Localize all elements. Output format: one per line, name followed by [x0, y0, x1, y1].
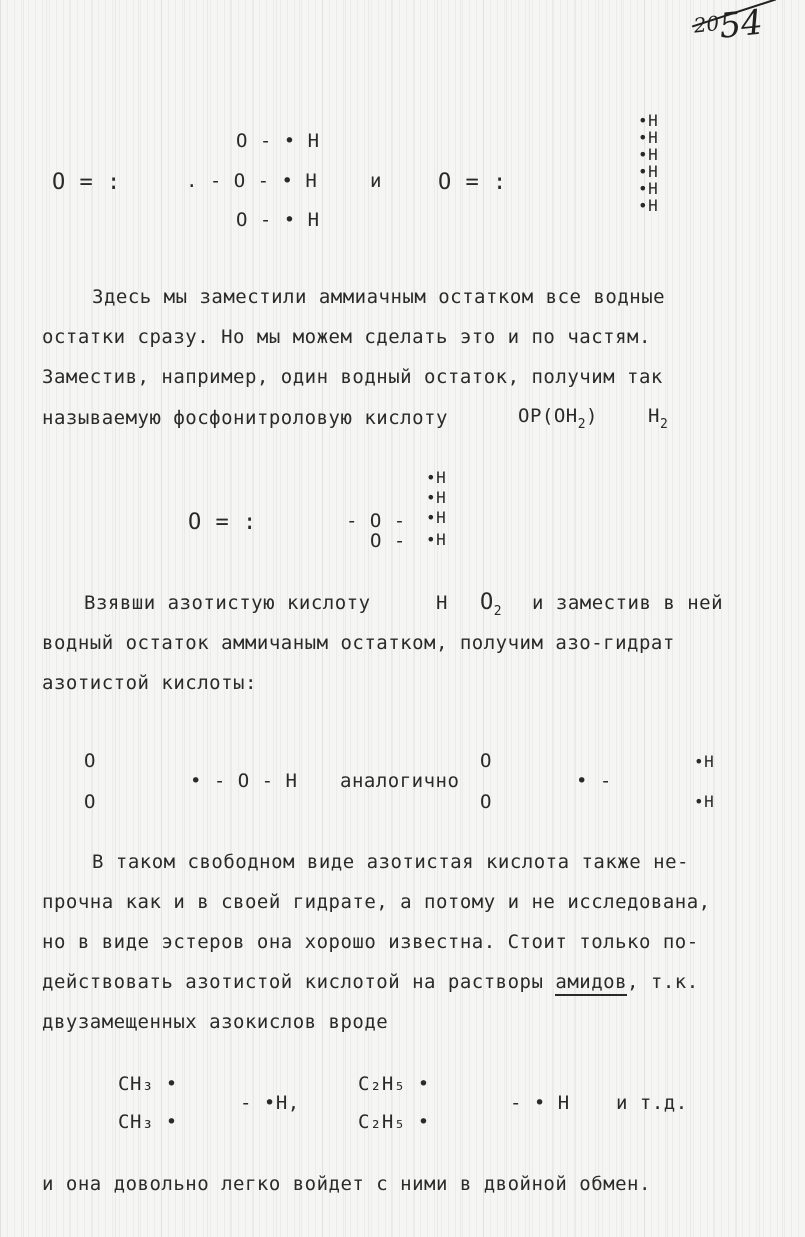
formula-sub: 2 — [493, 604, 503, 619]
para1-line4: называемую фосфонитроловую кислоту — [42, 407, 448, 429]
formula3-mid: • - O - H — [190, 770, 298, 792]
formula3-mid2: • - — [576, 770, 612, 792]
formula3-o-top: O — [84, 750, 96, 772]
formula2-row2: O - — [370, 530, 406, 552]
para2-line1b: H — [436, 592, 448, 614]
formula2-h: •H — [426, 488, 447, 507]
formula1-rhs: O = : — [438, 170, 507, 195]
formula4-etc: и т.д. — [616, 1092, 688, 1114]
formula1-h: •H — [638, 145, 659, 164]
underlined-word: амидов — [555, 971, 627, 996]
para1-line3: Заместив, например, один водный остаток, получим так — [42, 366, 663, 388]
formula1-h: •H — [638, 196, 659, 215]
final-line: и она довольно легко войдет с ними в двойной обмен. — [42, 1173, 651, 1195]
formula1-row3: O - • H — [236, 209, 320, 231]
para2-line1a: Взявши азотистую кислоту — [84, 592, 371, 614]
formula2-h: •H — [426, 530, 447, 549]
para2-line2: водный остаток аммичаным остатком, получим азо-гидрат — [42, 632, 675, 654]
formula-part: O — [480, 590, 494, 615]
formula4-ch3-bot: CH₃ • — [118, 1111, 178, 1133]
para1-line1: Здесь мы заместили аммиачным остатком все водные — [92, 286, 666, 308]
formula1-lhs: O = : — [52, 170, 121, 195]
formula1-h: •H — [638, 111, 659, 130]
para2-line3: азотистой кислоты: — [42, 672, 257, 694]
formula1-h: •H — [638, 179, 659, 198]
formula1-row1: O - • H — [236, 130, 320, 152]
formula-part: H — [648, 405, 660, 427]
para1-formula-h — [648, 407, 668, 431]
para3-line1: В таком свободном виде азотистая кислота также не- — [92, 851, 689, 873]
formula4-c2h5-bot: C₂H₅ • — [358, 1111, 430, 1133]
page-number — [692, 3, 765, 50]
para2-line1d: и заместив в ней — [532, 592, 724, 614]
formula2-lhs: O = : — [188, 510, 257, 535]
formula2-h: •H — [426, 468, 447, 487]
para3-line2: прочна как и в своей гидрате, а потому и не исследована, — [42, 891, 711, 913]
para3-line3: но в виде эстеров она хорошо известна. Стоит только по- — [42, 931, 699, 953]
formula-sub: 2 — [577, 417, 587, 432]
para3-line4-text: действовать азотистой кислотой на растворы — [42, 971, 544, 993]
para1-line2: остатки сразу. Но мы можем сделать это и по частям. — [42, 326, 651, 348]
formula1-h: •H — [638, 162, 659, 181]
old-page-number: 20 — [692, 11, 721, 38]
formula1-row2: . - O - • H — [186, 170, 318, 192]
formula3-o-bot: O — [84, 791, 96, 813]
formula4-ch3-top: CH₃ • — [118, 1073, 178, 1095]
formula2-h: •H — [426, 508, 447, 527]
formula2-row1: - O - — [346, 510, 406, 532]
para3-line4-tail: , т.к. — [627, 971, 699, 993]
formula3-o2-top: O — [480, 750, 492, 772]
para3-line5: двузамещенных азокислов вроде — [42, 1011, 389, 1033]
formula3-word: аналогично — [340, 770, 460, 792]
formula4-mid2: - • H — [510, 1092, 570, 1114]
para1-formula — [518, 407, 598, 431]
formula3-o2-bot: O — [480, 791, 492, 813]
formula4-mid1: - •H, — [240, 1092, 300, 1114]
para2-line1c — [480, 592, 502, 618]
formula1-h: •H — [638, 128, 659, 147]
new-page-number: 54 — [717, 2, 765, 47]
para3-line4 — [42, 973, 699, 992]
formula3-h-top: •H — [694, 752, 715, 771]
formula3-h-bot: •H — [694, 792, 715, 811]
formula1-conj: и — [370, 170, 382, 192]
formula4-c2h5-top: C₂H₅ • — [358, 1073, 430, 1095]
formula-sub: 2 — [659, 417, 669, 432]
formula-part: ) — [586, 405, 598, 427]
formula-part: OP(OH — [518, 405, 578, 427]
